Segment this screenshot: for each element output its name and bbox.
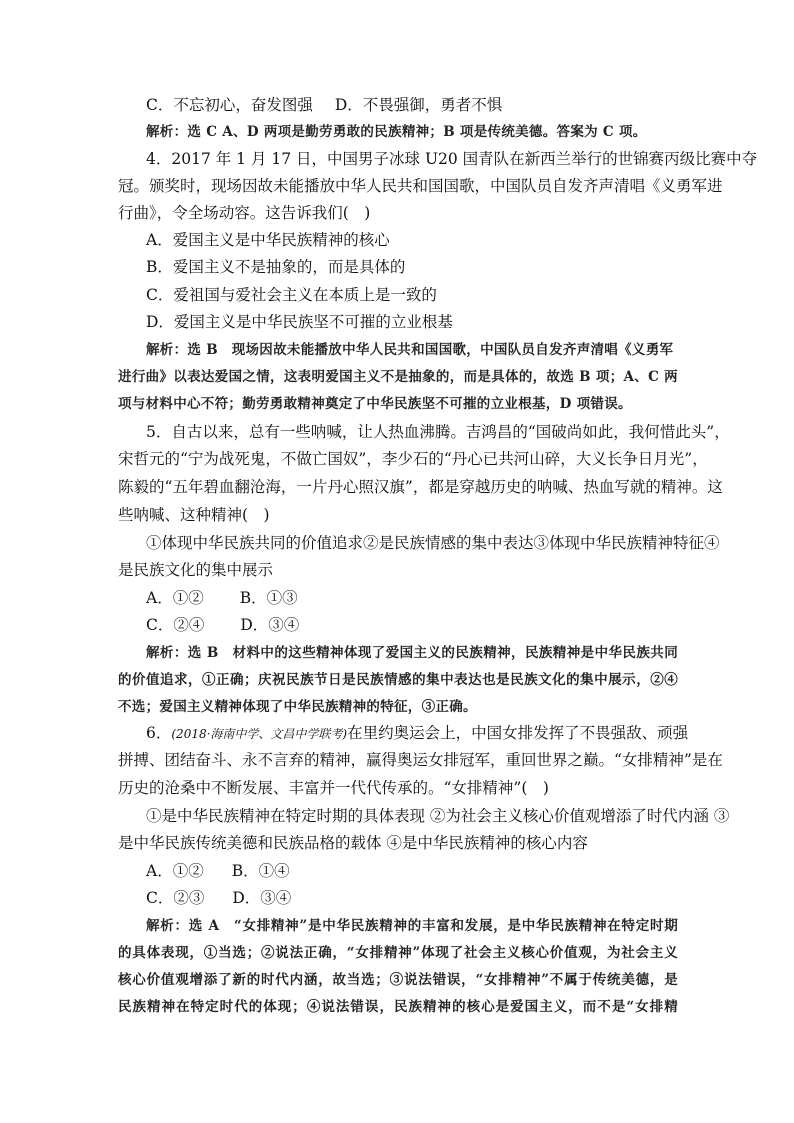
q5-option-b: B．①③ [239,589,298,607]
q6-options-cd [146,885,678,912]
q6-source: (2018·海南中学、文昌中学联考) [171,727,348,741]
q4-stem-line-3: 行曲》，令全场动容。这告诉我们( ) [118,204,371,222]
q4-analysis-line-3: 项与材料中心不符；勤劳勇敢精神奠定了中华民族坚不可摧的立业根基，D 项错误。 [118,396,632,412]
q5-stem-line-4: 些呐喊、这种精神( ) [118,506,270,524]
q5-stem-line-3: 陈毅的“五年碧血翻沧海，一片丹心照汉旗”，都是穿越历史的呐喊、热血写就的精神。这 [118,478,723,496]
q5-analysis-line-1: 解析：选 B 材料中的这些精神体现了爱国主义的民族精神，民族精神是中华民族共同 [146,645,678,661]
q5-option-d: D．③④ [240,616,300,634]
q5-stem-line-2: 宋哲元的“宁为战死鬼，不做亡国奴”，李少石的“丹心已共河山碎，大义长争日月光”， [118,450,708,468]
q6-option-d: D．③④ [232,889,292,907]
q5-statements-line-2: 是民族文化的集中展示 [118,561,274,579]
q6-option-a: A．①② [146,862,204,880]
q6-stem-text: 在里约奥运会上，中国女排发挥了不畏强敌、顽强 [347,724,689,742]
q5-options-ab [146,585,678,612]
q6-option-c: C．②③ [146,889,205,907]
q4-analysis-line-1: 解析：选 B 现场因故未能播放中华人民共和国国歌，中国队员自发齐声清唱《义勇军 [146,342,674,358]
q6-analysis-line-2: 的具体表现，①当选；②说法正确，“女排精神”体现了社会主义核心价值观，为社会主义 [118,945,678,961]
q6-option-b: B．①④ [231,862,290,880]
q5-options-cd [146,612,678,639]
q6-stem-line-3: 历史的沧桑中不断发展、丰富并一代代传承的。“女排精神”( ) [118,779,549,797]
q5-statements-line-1: ①体现中华民族共同的价值追求②是民族情感的集中表达③体现中华民族精神特征④ [146,534,720,552]
q4-option-a: A．爱国主义是中华民族精神的核心 [146,231,390,249]
q5-option-c: C．②④ [146,616,205,634]
q3-analysis: 解析：选 C A、D 两项是勤劳勇敢的民族精神；B 项是传统美德。答案为 C 项。 [146,124,647,140]
q3-option-d: D．不畏强御，勇者不惧 [334,96,503,114]
q3-options-cd [146,92,678,119]
q6-analysis-line-4: 民族精神在特定时代的体现；④说法错误，民族精神的核心是爱国主义，而不是“女排精 [118,999,678,1015]
q6-number: 6． [146,724,172,742]
q6-stem-line-1 [146,720,689,748]
q6-statements-line-2: 是中华民族传统美德和民族品格的载体 ④是中华民族精神的核心内容 [118,834,588,852]
q6-analysis-line-1: 解析：选 A “女排精神”是中华民族精神的丰富和发展，是中华民族精神在特定时期 [146,918,678,934]
q4-option-d: D．爱国主义是中华民族坚不可摧的立业根基 [146,313,453,331]
q4-option-b: B．爱国主义不是抽象的，而是具体的 [146,258,406,276]
q4-analysis-line-2: 进行曲》以表达爱国之情，这表明爱国主义不是抽象的，而是具体的，故选 B 项；A、C 两 [118,369,678,385]
q5-stem-line-1: 5．自古以来，总有一些呐喊，让人热血沸腾。吉鸿昌的“国破尚如此，我何惜此头”， [146,423,730,441]
q5-analysis-line-3: 不选；爱国主义精神体现了中华民族精神的特征，③正确。 [118,699,477,715]
q6-statements-line-1: ①是中华民族精神在特定时期的具体表现 ②为社会主义核心价值观增添了时代内涵 ③ [146,807,730,825]
q3-option-c: C．不忘初心，奋发图强 [146,96,313,114]
q5-analysis-line-2: 的价值追求，①正确；庆祝民族节日是民族情感的集中表达也是民族文化的集中展示，②④ [118,672,678,688]
q6-stem-line-2: 拼搏、团结奋斗、永不言弃的精神，赢得奥运女排冠军，重回世界之巅。“女排精神”是在 [118,751,723,769]
q4-stem-line-2: 冠。颁奖时，现场因故未能播放中华人民共和国国歌，中国队员自发齐声清唱《义勇军进 [118,177,723,195]
q4-option-c: C．爱祖国与爱社会主义在本质上是一致的 [146,286,437,304]
q5-option-a: A．①② [146,589,204,607]
q6-analysis-line-3: 核心价值观增添了新的时代内涵，故当选；③说法错误，“女排精神”不属于传统美德，是 [118,972,678,988]
q6-options-ab [146,858,678,885]
q4-stem-line-1: 4．2017 年 1 月 17 日，中国男子冰球 U20 国青队在新西兰举行的世锦赛丙级比赛中夺 [146,150,758,168]
